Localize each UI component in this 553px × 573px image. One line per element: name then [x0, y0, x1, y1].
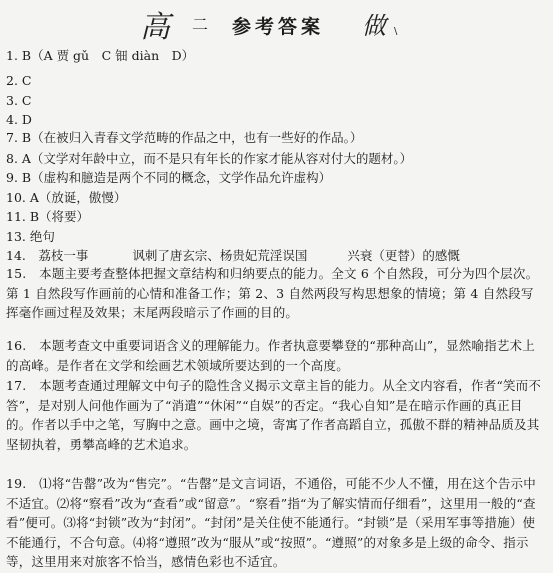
answer-14	[6, 248, 460, 263]
answer-19: 19. ⑴将“告罄”改为“售完”。“告罄”是文言词语，不通俗，可能不少人不懂，用在这个告示中不适宜。⑵将“察看”改为“查看”或“留意”。“察看”指“为了解实情而仔细看”，这里用一般的“查看”便可。⑶将“封锁”改为“封闭”。“封闭”是关住使不能通行。“封锁”是（采用军事等措施）使不能通行，不合句意。⑷将“遵照”改为“服从”或“按照”。“遵照”的对象多是上级的命令、指示等，这里用来对旅客不恰当，感情色彩也不适宜。	[6, 476, 536, 569]
answer-10: 10. A（放诞，傲慢）	[6, 190, 127, 205]
answer-17: 17. 本题考查通过理解文中句子的隐性含义揭示文章主旨的能力。从全文内容看，作者“笑而不答”，是对别人问他作画为了“消遣”“休闲”“自娱”的否定。“我心自知”是在暗示作画的真正目的。作者以手中之笔，写胸中之意。画中之境，寄寓了作者高蹈自立，孤傲不群的精神品质及其坚韧执着，勇攀高峰的艺术追求。	[6, 378, 542, 452]
answer-14-part-2: 讽刺了唐玄宗、杨贵妃荒淫误国	[132, 248, 308, 263]
answer-14-part-3: 兴衰（更替）的感慨	[347, 248, 460, 263]
answer-16: 16. 本题考查文中重要词语含义的理解能力。作者执意要攀登的“那种高山”，显然喻指艺术上的高峰。是作者在文学和绘画艺术领域所要达到的一个高度。	[6, 338, 535, 373]
answer-11: 11. B（将要）	[6, 209, 90, 224]
answer-8: 8. A（文学对年龄中立，而不是只有年长的作家才能从容对付大的题材。）	[6, 151, 413, 166]
page-title: 参考答案	[232, 16, 325, 38]
answer-15: 15. 本题主要考查整体把握文章结构和归纳要点的能力。全文 6 个自然段，可分为四个层次。第 1 自然段写作画前的心情和准备工作；第 2、3 自然两段写构思想象的情境；第 4 自然段写挥毫作画过程及效果；末尾两段暗示了作画的目的。	[6, 266, 539, 320]
answer-14-part-1: 14. 荔枝一事	[6, 248, 89, 263]
answer-3: 3. C	[6, 93, 32, 108]
answer-9: 9. B（虚构和臆造是两个不同的概念，文学作品允许虚构）	[6, 170, 332, 185]
answer-1: 1. B（A 贾 gǔ C 钿 diàn D）	[6, 48, 195, 63]
answer-13: 13. 绝句	[6, 229, 55, 244]
answer-4: 4. D	[6, 112, 32, 127]
handwritten-er: 二	[192, 15, 209, 34]
answer-2: 2. C	[6, 73, 32, 88]
answer-7: 7. B（在被归入青春文学范畴的作品之中，也有一些好的作品。）	[6, 130, 363, 145]
handwritten-mark: \	[394, 26, 398, 37]
handwritten-gao: 高	[140, 10, 171, 45]
handwritten-zuo: 做	[362, 12, 386, 40]
